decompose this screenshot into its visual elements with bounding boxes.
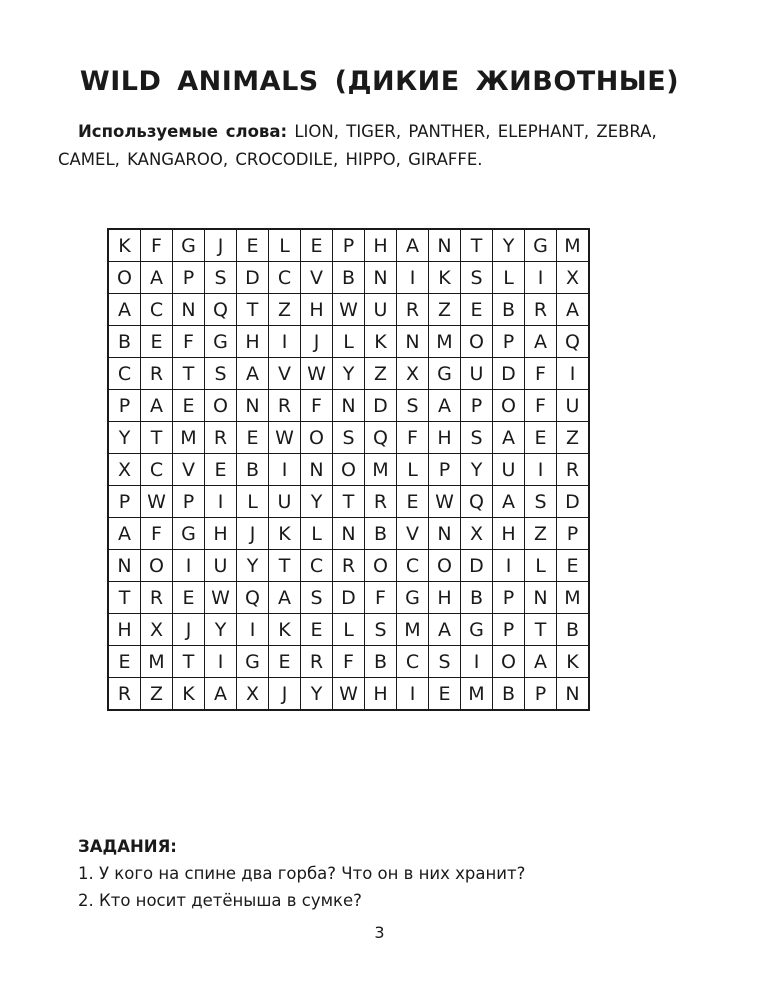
grid-cell[interactable]: E (173, 582, 205, 614)
grid-cell[interactable]: E (237, 229, 269, 262)
grid-cell[interactable]: W (205, 582, 237, 614)
grid-cell[interactable]: E (141, 326, 173, 358)
grid-cell[interactable]: T (461, 229, 493, 262)
grid-cell[interactable]: Z (525, 518, 557, 550)
grid-cell[interactable]: A (237, 358, 269, 390)
grid-cell[interactable]: Y (108, 422, 141, 454)
grid-cell[interactable]: B (333, 262, 365, 294)
grid-cell[interactable]: G (173, 518, 205, 550)
grid-cell[interactable]: A (493, 422, 525, 454)
grid-cell[interactable]: K (429, 262, 461, 294)
grid-cell[interactable]: O (333, 454, 365, 486)
grid-row (108, 646, 589, 678)
grid-cell[interactable]: I (397, 678, 429, 711)
grid-cell[interactable]: D (237, 262, 269, 294)
grid-cell[interactable]: C (141, 454, 173, 486)
grid-cell[interactable]: Y (205, 614, 237, 646)
grid-cell[interactable]: H (365, 229, 397, 262)
grid-cell[interactable]: J (237, 518, 269, 550)
grid-cell[interactable]: I (269, 454, 301, 486)
grid-cell[interactable]: T (525, 614, 557, 646)
grid-cell[interactable]: Y (237, 550, 269, 582)
grid-cell[interactable]: T (108, 582, 141, 614)
grid-cell[interactable]: C (397, 646, 429, 678)
word-search-grid (107, 228, 590, 711)
grid-cell[interactable]: B (493, 294, 525, 326)
grid-cell[interactable]: R (365, 486, 397, 518)
grid-cell[interactable]: E (173, 390, 205, 422)
grid-cell[interactable]: K (557, 646, 590, 678)
grid-cell[interactable]: J (269, 678, 301, 711)
grid-cell[interactable]: P (108, 486, 141, 518)
grid-cell[interactable]: A (493, 486, 525, 518)
grid-cell[interactable]: A (525, 646, 557, 678)
grid-cell[interactable]: D (493, 358, 525, 390)
grid-cell[interactable]: A (429, 614, 461, 646)
grid-cell[interactable]: P (557, 518, 590, 550)
grid-cell[interactable]: W (301, 358, 333, 390)
grid-cell[interactable]: A (269, 582, 301, 614)
grid-cell[interactable]: H (301, 294, 333, 326)
grid-cell[interactable]: B (237, 454, 269, 486)
grid-cell[interactable]: S (301, 582, 333, 614)
grid-cell[interactable]: M (557, 229, 590, 262)
grid-cell[interactable]: I (525, 454, 557, 486)
grid-cell[interactable]: R (301, 646, 333, 678)
grid-row (108, 678, 589, 711)
grid-cell[interactable]: A (525, 326, 557, 358)
grid-cell[interactable]: P (493, 614, 525, 646)
grid-row (108, 422, 589, 454)
grid-cell[interactable]: F (397, 422, 429, 454)
grid-cell[interactable]: R (269, 390, 301, 422)
grid-cell[interactable]: E (525, 422, 557, 454)
grid-cell[interactable]: O (461, 326, 493, 358)
grid-cell[interactable]: U (557, 390, 590, 422)
grid-row (108, 358, 589, 390)
grid-cell[interactable]: A (141, 262, 173, 294)
grid-cell[interactable]: M (141, 646, 173, 678)
grid-cell[interactable]: D (557, 486, 590, 518)
grid-cell[interactable]: W (333, 294, 365, 326)
grid-cell[interactable]: A (397, 229, 429, 262)
grid-row (108, 454, 589, 486)
grid-cell[interactable]: Q (557, 326, 590, 358)
grid-cell[interactable]: R (141, 358, 173, 390)
grid-cell[interactable]: P (493, 326, 525, 358)
grid-cell[interactable]: F (365, 582, 397, 614)
grid-cell[interactable]: R (333, 550, 365, 582)
grid-cell[interactable]: S (397, 390, 429, 422)
grid-cell[interactable]: M (429, 326, 461, 358)
grid-cell[interactable]: H (108, 614, 141, 646)
grid-cell[interactable]: R (557, 454, 590, 486)
grid-cell[interactable]: L (333, 326, 365, 358)
grid-cell[interactable]: O (429, 550, 461, 582)
grid-cell[interactable]: I (205, 646, 237, 678)
grid-cell[interactable]: T (141, 422, 173, 454)
grid-cell[interactable]: E (557, 550, 590, 582)
grid-cell[interactable]: B (461, 582, 493, 614)
grid-cell[interactable]: K (173, 678, 205, 711)
grid-cell[interactable]: O (365, 550, 397, 582)
grid-row (108, 486, 589, 518)
grid-cell[interactable]: F (173, 326, 205, 358)
grid-cell[interactable]: N (429, 518, 461, 550)
grid-cell[interactable]: I (493, 550, 525, 582)
grid-cell[interactable]: F (301, 390, 333, 422)
grid-cell[interactable]: R (397, 294, 429, 326)
grid-cell[interactable]: N (397, 326, 429, 358)
grid-cell[interactable]: O (493, 646, 525, 678)
grid-cell[interactable]: E (269, 646, 301, 678)
grid-cell[interactable]: M (461, 678, 493, 711)
grid-cell[interactable]: E (301, 614, 333, 646)
grid-cell[interactable]: N (237, 390, 269, 422)
grid-cell[interactable]: F (141, 229, 173, 262)
grid-cell[interactable]: N (365, 262, 397, 294)
grid-cell[interactable]: I (173, 550, 205, 582)
grid-cell[interactable]: A (429, 390, 461, 422)
grid-row (108, 550, 589, 582)
grid-cell[interactable]: X (397, 358, 429, 390)
grid-cell[interactable]: P (333, 229, 365, 262)
grid-cell[interactable]: F (333, 646, 365, 678)
grid-cell[interactable]: R (108, 678, 141, 711)
grid-cell[interactable]: E (237, 422, 269, 454)
grid-cell[interactable]: R (525, 294, 557, 326)
grid-cell[interactable]: G (237, 646, 269, 678)
grid-cell[interactable]: X (461, 518, 493, 550)
grid-cell[interactable]: D (461, 550, 493, 582)
grid-cell[interactable]: L (301, 518, 333, 550)
grid-cell[interactable]: K (269, 614, 301, 646)
grid-row (108, 390, 589, 422)
tasks-section (78, 833, 525, 914)
grid-cell[interactable]: T (237, 294, 269, 326)
grid-cell[interactable]: Z (429, 294, 461, 326)
page-title: WILD ANIMALS (ДИКИЕ ЖИВОТНЫЕ) (79, 66, 680, 97)
grid-cell[interactable]: N (173, 294, 205, 326)
grid-cell[interactable]: H (365, 678, 397, 711)
grid-cell[interactable]: A (108, 518, 141, 550)
grid-cell[interactable]: H (493, 518, 525, 550)
tasks-heading: ЗАДАНИЯ: (78, 837, 177, 856)
word-list (58, 118, 708, 174)
grid-cell[interactable]: G (397, 582, 429, 614)
grid-cell[interactable]: P (429, 454, 461, 486)
grid-cell[interactable]: L (525, 550, 557, 582)
grid-cell[interactable]: Q (237, 582, 269, 614)
grid-cell[interactable]: P (461, 390, 493, 422)
grid-cell[interactable]: W (269, 422, 301, 454)
grid-cell[interactable]: Z (269, 294, 301, 326)
grid-row (108, 614, 589, 646)
grid-cell[interactable]: S (461, 422, 493, 454)
grid-cell[interactable]: X (141, 614, 173, 646)
grid-cell[interactable]: E (108, 646, 141, 678)
grid-cell[interactable]: C (108, 358, 141, 390)
grid-cell[interactable]: S (365, 614, 397, 646)
grid-cell[interactable]: W (141, 486, 173, 518)
grid-cell[interactable]: G (173, 229, 205, 262)
grid-cell[interactable]: M (557, 582, 590, 614)
grid-cell[interactable]: F (525, 358, 557, 390)
grid-cell[interactable]: E (205, 454, 237, 486)
grid-cell[interactable]: N (525, 582, 557, 614)
grid-cell[interactable]: V (301, 262, 333, 294)
grid-cell[interactable]: O (493, 390, 525, 422)
grid-cell[interactable]: W (429, 486, 461, 518)
grid-row (108, 582, 589, 614)
grid-cell[interactable]: L (397, 454, 429, 486)
grid-cell[interactable]: C (141, 294, 173, 326)
grid-cell[interactable]: T (173, 646, 205, 678)
grid-cell[interactable]: V (173, 454, 205, 486)
grid-cell[interactable]: I (269, 326, 301, 358)
grid-cell[interactable]: J (301, 326, 333, 358)
grid-cell[interactable]: U (205, 550, 237, 582)
grid-cell[interactable]: S (461, 262, 493, 294)
grid-cell[interactable]: T (333, 486, 365, 518)
grid-cell[interactable]: S (525, 486, 557, 518)
grid-cell[interactable]: N (333, 518, 365, 550)
grid-cell[interactable]: M (365, 454, 397, 486)
word-list-items: LION, TIGER, PANTHER, ELEPHANT, ZEBRA, CAMEL, KANGAROO, CROCODILE, HIPPO, GIRAFFE. (58, 122, 657, 169)
grid-cell[interactable]: K (365, 326, 397, 358)
grid-cell[interactable]: T (269, 550, 301, 582)
grid-cell[interactable]: P (525, 678, 557, 711)
grid-cell[interactable]: Q (365, 422, 397, 454)
grid-cell[interactable]: W (333, 678, 365, 711)
page-number: 3 (374, 923, 385, 942)
grid-cell[interactable]: N (108, 550, 141, 582)
grid-cell[interactable]: A (205, 678, 237, 711)
grid-cell[interactable]: B (493, 678, 525, 711)
grid-cell[interactable]: U (493, 454, 525, 486)
grid-cell[interactable]: L (333, 614, 365, 646)
grid-cell[interactable]: U (365, 294, 397, 326)
grid-cell[interactable]: P (108, 390, 141, 422)
grid-cell[interactable]: V (397, 518, 429, 550)
grid-cell[interactable]: G (461, 614, 493, 646)
grid-cell[interactable]: X (557, 262, 590, 294)
grid-cell[interactable]: Z (365, 358, 397, 390)
grid-cell[interactable]: G (429, 358, 461, 390)
grid-cell[interactable]: M (173, 422, 205, 454)
word-list-label: Используемые слова: (78, 122, 288, 141)
grid-cell[interactable]: I (397, 262, 429, 294)
grid-cell[interactable]: S (429, 646, 461, 678)
grid-cell[interactable]: H (429, 422, 461, 454)
grid-cell[interactable]: X (108, 454, 141, 486)
grid-cell[interactable]: I (205, 486, 237, 518)
grid-cell[interactable]: L (269, 229, 301, 262)
grid-cell[interactable]: N (301, 454, 333, 486)
grid-cell[interactable]: Q (205, 294, 237, 326)
grid-cell[interactable]: K (269, 518, 301, 550)
grid-cell[interactable]: S (205, 262, 237, 294)
grid-cell[interactable]: I (557, 358, 590, 390)
grid-cell[interactable]: E (301, 229, 333, 262)
grid-cell[interactable]: D (333, 582, 365, 614)
grid-cell[interactable]: R (205, 422, 237, 454)
grid-cell[interactable]: Y (461, 454, 493, 486)
grid-cell[interactable]: O (301, 422, 333, 454)
grid-cell[interactable]: B (557, 614, 590, 646)
grid-cell[interactable]: I (461, 646, 493, 678)
grid-row (108, 518, 589, 550)
grid-row (108, 229, 589, 262)
grid-cell[interactable]: S (205, 358, 237, 390)
grid-row (108, 294, 589, 326)
grid-cell[interactable]: Y (301, 486, 333, 518)
grid-cell[interactable]: B (365, 646, 397, 678)
grid-cell[interactable]: Z (141, 678, 173, 711)
grid-cell[interactable]: D (365, 390, 397, 422)
grid-cell[interactable]: H (429, 582, 461, 614)
grid-cell[interactable]: K (108, 229, 141, 262)
grid-row (108, 326, 589, 358)
task-item-2: 2. Кто носит детёныша в сумке? (78, 891, 362, 910)
grid-cell[interactable]: B (108, 326, 141, 358)
grid-row (108, 262, 589, 294)
grid-cell[interactable]: C (269, 262, 301, 294)
grid-cell[interactable]: B (365, 518, 397, 550)
grid-cell[interactable]: R (141, 582, 173, 614)
grid-cell[interactable]: V (269, 358, 301, 390)
grid-cell[interactable]: M (397, 614, 429, 646)
grid-cell[interactable]: H (205, 518, 237, 550)
grid-cell[interactable]: P (173, 262, 205, 294)
grid-cell[interactable]: E (461, 294, 493, 326)
task-item-1: 1. У кого на спине два горба? Что он в них хранит? (78, 864, 526, 883)
grid-cell[interactable]: E (397, 486, 429, 518)
grid-cell[interactable]: S (333, 422, 365, 454)
grid-cell[interactable]: O (108, 262, 141, 294)
grid-cell[interactable]: Y (301, 678, 333, 711)
grid-cell[interactable]: P (493, 582, 525, 614)
grid-cell[interactable]: O (205, 390, 237, 422)
grid-cell[interactable]: Q (461, 486, 493, 518)
grid-cell[interactable]: H (237, 326, 269, 358)
grid-cell[interactable]: U (461, 358, 493, 390)
grid-cell[interactable]: G (205, 326, 237, 358)
grid-cell[interactable]: E (429, 678, 461, 711)
grid-cell[interactable]: A (108, 294, 141, 326)
grid-cell[interactable]: Z (557, 422, 590, 454)
grid-cell[interactable]: Y (493, 229, 525, 262)
grid-cell[interactable]: T (173, 358, 205, 390)
grid-cell[interactable]: U (269, 486, 301, 518)
grid-cell[interactable]: C (397, 550, 429, 582)
grid-cell[interactable]: A (557, 294, 590, 326)
grid-cell[interactable]: G (525, 229, 557, 262)
grid-cell[interactable]: N (333, 390, 365, 422)
grid-cell[interactable]: Y (333, 358, 365, 390)
grid-cell[interactable]: C (301, 550, 333, 582)
grid-cell[interactable]: A (141, 390, 173, 422)
grid-cell[interactable]: N (429, 229, 461, 262)
grid-cell[interactable]: J (205, 229, 237, 262)
grid-cell[interactable]: L (493, 262, 525, 294)
grid-cell[interactable]: O (141, 550, 173, 582)
grid-cell[interactable]: X (237, 678, 269, 711)
grid-cell[interactable]: L (237, 486, 269, 518)
grid-cell[interactable]: F (525, 390, 557, 422)
grid-cell[interactable]: F (141, 518, 173, 550)
grid-cell[interactable]: I (237, 614, 269, 646)
grid-cell[interactable]: P (173, 486, 205, 518)
grid-cell[interactable]: N (557, 678, 590, 711)
grid-cell[interactable]: I (525, 262, 557, 294)
grid-cell[interactable]: J (173, 614, 205, 646)
